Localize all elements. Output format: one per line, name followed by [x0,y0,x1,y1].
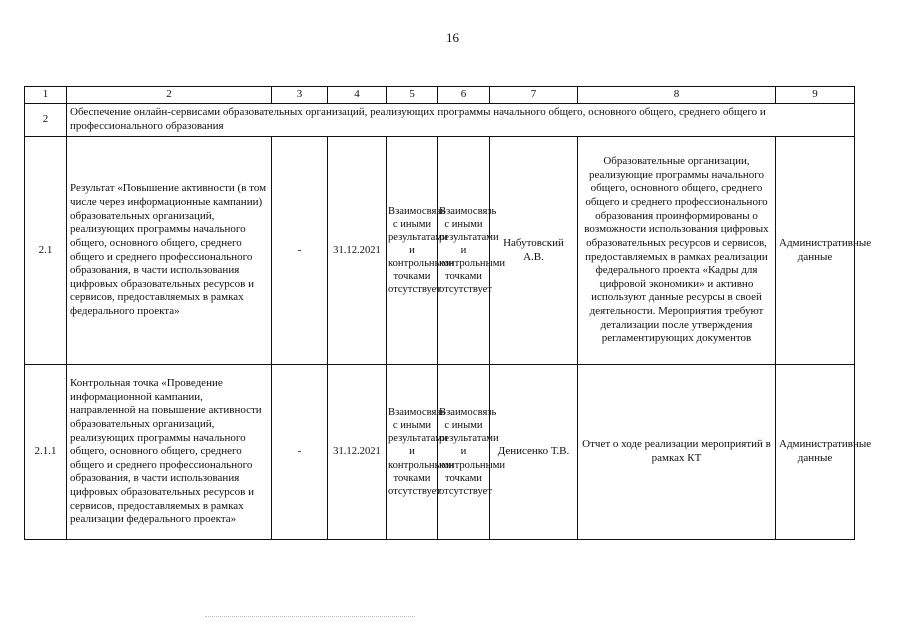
row-result: Отчет о ходе реализации мероприятий в рамках КТ [578,365,776,540]
row-predecessors: Взаимосвязь с иными результатами и контрольными точками отсутствует [387,365,438,540]
row-successors: Взаимосвязь с иными результатами и контрольными точками отсутствует [438,365,490,540]
row-successors: Взаимосвязь с иными результатами и контрольными точками отсутствует [438,137,490,365]
column-number: 4 [328,87,387,104]
row-number: 2.1.1 [25,365,67,540]
column-number: 9 [776,87,855,104]
column-number: 5 [387,87,438,104]
row-result: Образовательные организации, реализующие программы начального общего, основного общего, среднего общего и среднего профессионального образования проинформированы о возможности использования цифровых образовательных ресурсов и сервисов, предоставляемых в рамках реализации федерального проекта «Кадры для цифровой экономики» и активно используют данные ресурсы в своей деятельности. Мероприятия требуют детализации после утверждения регламентирующих документов [578,137,776,365]
column-number-row [25,87,855,104]
row-control-type: Административные данные [776,365,855,540]
section-title: Обеспечение онлайн-сервисами образовательных организаций, реализующих программы начального общего, основного общего, среднего общего и профессионального образования [67,104,855,137]
row-name: Результат «Повышение активности (в том числе через информационные кампании) образовательных организаций, реализующих программы начального общего, основного общего, среднего общего и среднего профессионального образования, в части использования цифровых образовательных ресурсов и сервисов, предоставляемых в рамках федерального проекта» [67,137,272,365]
column-number: 2 [67,87,272,104]
row-end-date: 31.12.2021 [328,137,387,365]
row-start-date: - [272,365,328,540]
table-row [25,137,855,365]
row-start-date: - [272,137,328,365]
row-responsible: Денисенко Т.В. [490,365,578,540]
section-row [25,104,855,137]
plan-table [24,86,872,540]
row-number: 2.1 [25,137,67,365]
row-end-date: 31.12.2021 [328,365,387,540]
row-name: Контрольная точка «Проведение информационной кампании, направленной на повышение активности образовательных организаций, реализующих программы начального общего, основного общего, среднего общего и среднего профессионального образования, в части использования цифровых образовательных ресурсов и сервисов, предоставляемых в рамках реализации федерального проекта» [67,365,272,540]
row-control-type: Административные данные [776,137,855,365]
column-number: 8 [578,87,776,104]
column-number: 7 [490,87,578,104]
row-predecessors: Взаимосвязь с иными результатами и контрольными точками отсутствует [387,137,438,365]
column-number: 3 [272,87,328,104]
column-number: 1 [25,87,67,104]
column-number: 6 [438,87,490,104]
table-row [25,365,855,540]
scan-artifact [205,616,415,617]
row-responsible: Набутовский А.В. [490,137,578,365]
page-number: 16 [446,30,459,45]
section-number: 2 [25,104,67,137]
